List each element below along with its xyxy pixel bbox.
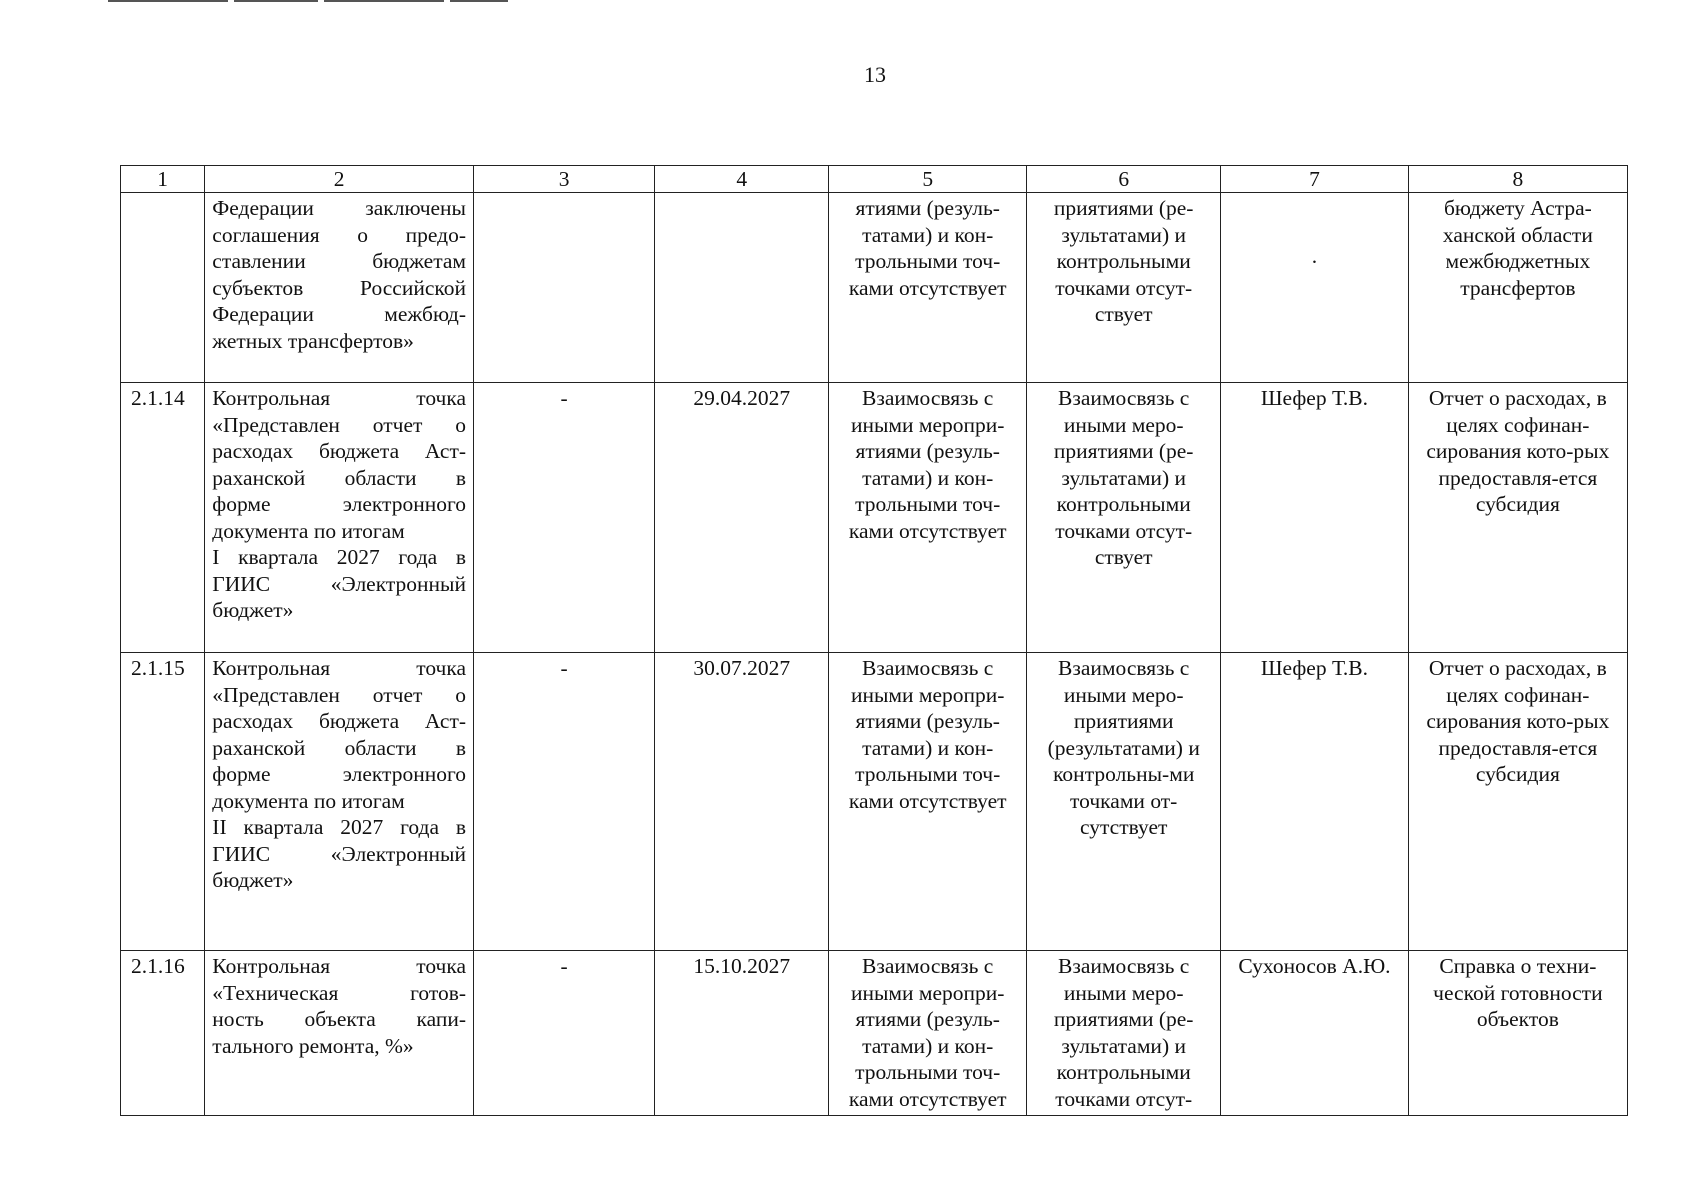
header-col-4: 4 bbox=[655, 166, 829, 193]
control-point-name bbox=[205, 193, 474, 383]
document-type: Справка о техни-ческой готовности объектов bbox=[1408, 951, 1627, 1116]
header-row bbox=[121, 166, 1628, 193]
row-number: 2.1.15 bbox=[121, 653, 205, 951]
document-type: Отчет о расходах, в целях софинан-сирования кото-рых предоставля-ется субсидия bbox=[1408, 383, 1627, 653]
name-line: форме электронного bbox=[212, 762, 467, 786]
name-line: расходах бюджета Аст- bbox=[212, 439, 467, 463]
deadline-date: 30.07.2027 bbox=[655, 653, 829, 951]
name-line: документа по итогам bbox=[212, 518, 405, 543]
name-line: «Представлен отчет о bbox=[212, 412, 467, 437]
name-line: Контрольная точка bbox=[212, 954, 467, 978]
name-line: раханской области в bbox=[212, 465, 467, 490]
table-row bbox=[121, 193, 1628, 383]
row-number: 2.1.14 bbox=[121, 383, 205, 653]
name-line: Федерации заключены bbox=[212, 196, 467, 220]
deadline-date bbox=[655, 193, 829, 383]
header-col-6: 6 bbox=[1027, 166, 1221, 193]
col3-value: - bbox=[474, 383, 655, 653]
responsible-person: Шефер Т.В. bbox=[1221, 383, 1409, 653]
name-line: бюджет» bbox=[212, 598, 294, 622]
col3-value: - bbox=[474, 653, 655, 951]
responsible-person: Шефер Т.В. bbox=[1221, 653, 1409, 951]
control-point-name bbox=[205, 383, 474, 653]
page-number: 13 bbox=[864, 62, 886, 87]
table-row bbox=[121, 951, 1628, 1116]
relationship-text-2: приятиями (ре-зультатами) и контрольными точками отсут-ствует bbox=[1027, 193, 1221, 383]
measures-table bbox=[120, 165, 1628, 1116]
header-col-3: 3 bbox=[474, 166, 655, 193]
relationship-text: Взаимосвязь с иными меропри-ятиями (резуль-татами) и кон-трольными точ-ками отсутствует bbox=[829, 383, 1027, 653]
name-line: II квартала 2027 года в bbox=[212, 815, 467, 839]
name-line: ГИИС «Электронный bbox=[212, 571, 467, 596]
header-col-8: 8 bbox=[1408, 166, 1627, 193]
scan-edge-mark bbox=[108, 0, 508, 2]
name-line: Федерации межбюд- bbox=[212, 302, 467, 326]
header-col-7: 7 bbox=[1221, 166, 1409, 193]
name-line: Контрольная точка bbox=[212, 656, 467, 680]
name-line: расходах бюджета Аст- bbox=[212, 709, 467, 733]
name-line: ставлении бюджетам bbox=[212, 249, 467, 273]
name-line: субъектов Российской bbox=[212, 275, 467, 300]
document-type: бюджету Астра-ханской области межбюджетных трансфертов bbox=[1408, 193, 1627, 383]
col3-value bbox=[474, 193, 655, 383]
name-line: соглашения о предо- bbox=[212, 222, 467, 247]
table-row bbox=[121, 653, 1628, 951]
header-col-1: 1 bbox=[121, 166, 205, 193]
relationship-text: Взаимосвязь с иными меропри-ятиями (резуль-татами) и кон-трольными точ-ками отсутствует bbox=[829, 653, 1027, 951]
control-point-name bbox=[205, 951, 474, 1116]
table-row bbox=[121, 383, 1628, 653]
deadline-date: 15.10.2027 bbox=[655, 951, 829, 1116]
name-line: форме электронного bbox=[212, 492, 467, 516]
header-col-5: 5 bbox=[829, 166, 1027, 193]
relationship-text-2: Взаимосвязь с иными меро-приятиями (результатами) и контрольны-ми точками от-сутствует bbox=[1027, 653, 1221, 951]
name-line: ГИИС «Электронный bbox=[212, 841, 467, 866]
deadline-date: 29.04.2027 bbox=[655, 383, 829, 653]
responsible-person: Сухоносов А.Ю. bbox=[1221, 951, 1409, 1116]
name-line: «Представлен отчет о bbox=[212, 682, 467, 707]
col3-value: - bbox=[474, 951, 655, 1116]
name-line: раханской области в bbox=[212, 735, 467, 760]
name-line: «Техническая готов- bbox=[212, 980, 467, 1005]
name-line: бюджет» bbox=[212, 868, 294, 892]
name-line: I квартала 2027 года в bbox=[212, 545, 467, 569]
relationship-text-2: Взаимосвязь с иными меро-приятиями (ре-зультатами) и контрольными точками отсут- bbox=[1027, 951, 1221, 1116]
relationship-text: ятиями (резуль-татами) и кон-трольными точ-ками отсутствует bbox=[829, 193, 1027, 383]
name-line: Контрольная точка bbox=[212, 386, 467, 410]
control-point-name bbox=[205, 653, 474, 951]
name-line: жетных трансфертов» bbox=[212, 328, 414, 353]
name-line: тального ремонта, %» bbox=[212, 1033, 414, 1058]
row-number bbox=[121, 193, 205, 383]
responsible-person: · bbox=[1221, 193, 1409, 383]
document-type: Отчет о расходах, в целях софинан-сирования кото-рых предоставля-ется субсидия bbox=[1408, 653, 1627, 951]
name-line: документа по итогам bbox=[212, 788, 405, 813]
relationship-text: Взаимосвязь с иными меропри-ятиями (резуль-татами) и кон-трольными точ-ками отсутствует bbox=[829, 951, 1027, 1116]
row-number: 2.1.16 bbox=[121, 951, 205, 1116]
header-col-2: 2 bbox=[205, 166, 474, 193]
relationship-text-2: Взаимосвязь с иными меро-приятиями (ре-зультатами) и контрольными точками отсут-ствует bbox=[1027, 383, 1221, 653]
name-line: ность объекта капи- bbox=[212, 1007, 467, 1031]
